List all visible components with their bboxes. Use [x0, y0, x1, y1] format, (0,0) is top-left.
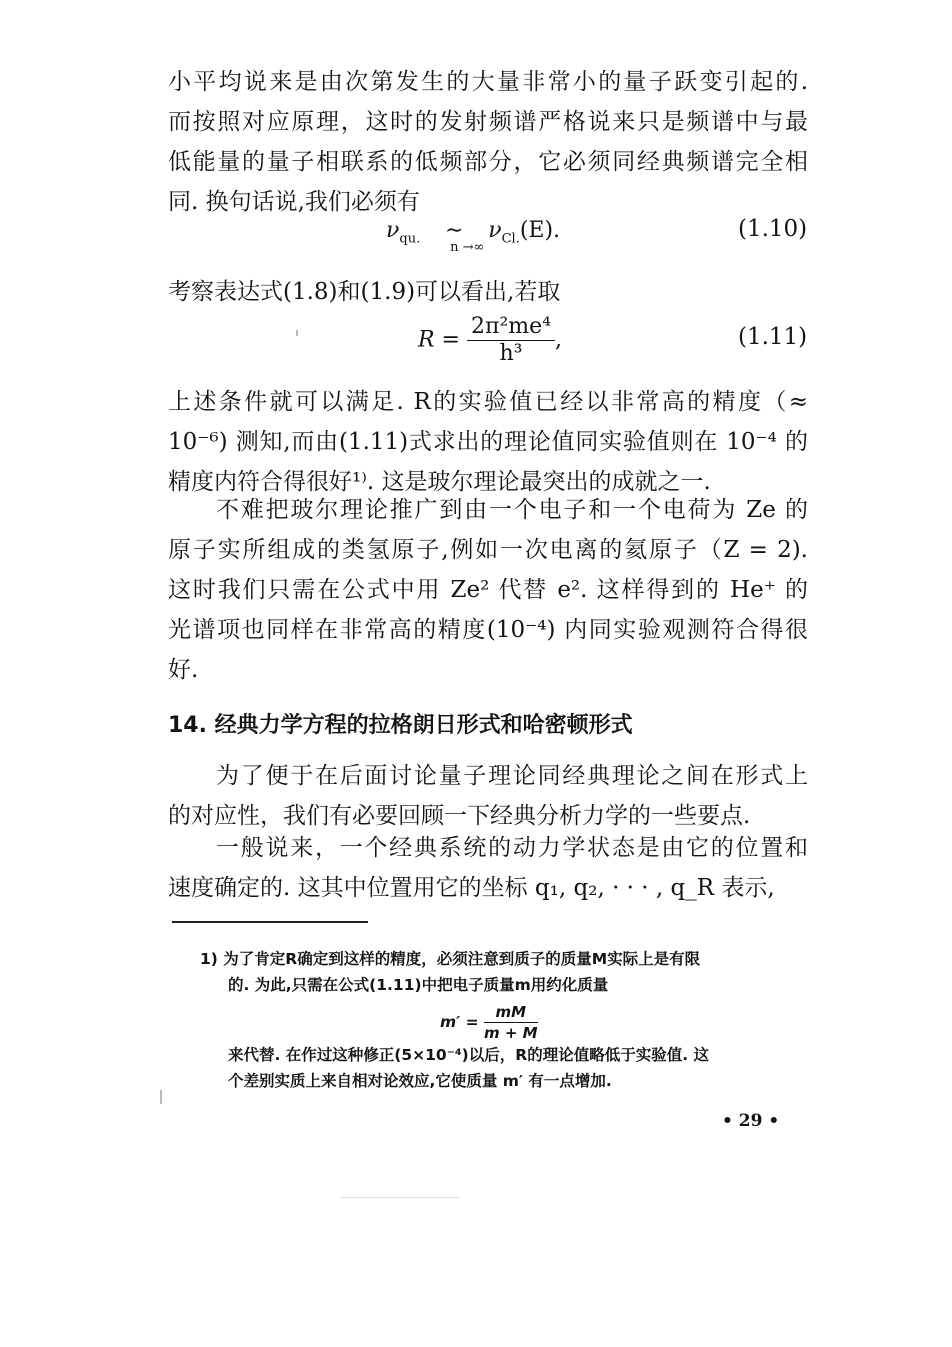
equation-number-1-10: (1.10): [738, 216, 808, 242]
text-line: 精度内符合得很好¹⁾. 这是玻尔理论最突出的成就之一.: [168, 469, 711, 495]
text-line: 速度确定的. 这其中位置用它的坐标 q₁, q₂, · · · , q_R 表示,: [168, 875, 775, 901]
footnote-line: 个差别实质上来自相对论效应,它使质量 m′ 有一点增加.: [228, 1072, 612, 1090]
text-line: 光谱项也同样在非常高的精度(10⁻⁴) 内同实验观测符合得很: [168, 617, 808, 643]
page-number: • 29 •: [722, 1111, 780, 1131]
footnote-line: 的. 为此,只需在公式(1.11)中把电子质量m用约化质量: [228, 976, 609, 994]
text-line: 一般说来，一个经典系统的动力学状态是由它的位置和: [216, 835, 808, 861]
equation-number-1-11: (1.11): [738, 324, 808, 350]
scan-speck: [160, 1090, 162, 1104]
text-line: 好.: [168, 657, 199, 683]
paragraph-4: [168, 490, 808, 690]
eq-tail: ,: [554, 327, 562, 353]
eq-lhs-subscript: qu.: [399, 231, 421, 247]
text-line: 而按照对应原理，这时的发射频谱严格说来只是频谱中与最: [168, 109, 808, 135]
text-line: 不难把玻尔理论推广到由一个电子和一个电荷为 Ze 的: [216, 497, 808, 523]
eq-rhs-symbol: ν: [488, 218, 502, 243]
footnote-fraction: [484, 1002, 538, 1043]
eq-rhs-subscript: Cl.: [501, 231, 520, 247]
footnote-divider: [172, 921, 368, 923]
paragraph-3: [168, 382, 808, 502]
footnote-line: 来代替. 在作过这种修正(5×10⁻⁴)以后，R的理论值略低于实验值. 这: [228, 1046, 709, 1064]
text-line: 小平均说来是由次第发生的大量非常小的量子跃变引起的.: [168, 69, 808, 95]
text-line: 上述条件就可以满足. R的实验值已经以非常高的精度（≈: [168, 389, 808, 415]
section-heading: 14. 经典力学方程的拉格朗日形式和哈密顿形式: [168, 713, 633, 738]
text-line: 为了便于在后面讨论量子理论同经典理论之间在形式上: [216, 763, 808, 789]
eq-rhs-arg: (E).: [519, 218, 561, 243]
footnote-equation: [440, 1002, 538, 1043]
text-line: 10⁻⁶) 测知,而由(1.11)式求出的理论值同实验值则在 10⁻⁴ 的: [168, 429, 808, 455]
equation-1-10: [386, 218, 561, 255]
limit-label: n →∞: [450, 240, 485, 255]
text-line: 同. 换句话说,我们必须有: [168, 189, 420, 215]
text-line: 考察表达式(1.8)和(1.9)可以看出,若取: [168, 279, 561, 305]
paragraph-6: [168, 828, 808, 908]
fraction-denominator: m + M: [484, 1024, 538, 1042]
scan-speck: [340, 1197, 460, 1198]
fraction-denominator: h³: [499, 341, 523, 366]
text-line: 这时我们只需在公式中用 Ze² 代替 e². 这样得到的 He⁺ 的: [168, 577, 808, 603]
paragraph-2: [168, 272, 808, 312]
eq-lhs: R =: [418, 327, 460, 353]
eq-lhs-symbol: ν: [386, 218, 400, 243]
text-line: 的对应性，我们有必要回顾一下经典分析力学的一些要点.: [168, 803, 751, 829]
tilde-symbol: ∼: [444, 218, 464, 243]
scan-speck: [296, 330, 298, 336]
asymptotic-relation: [427, 218, 485, 255]
text-line: 原子实所组成的类氢原子,例如一次电离的氦原子（Z = 2).: [168, 537, 808, 563]
fraction: [467, 314, 555, 367]
footnote-line: 1) 为了肯定R确定到这样的精度，必须注意到质子的质量M实际上是有限: [200, 950, 701, 968]
paragraph-1: [168, 62, 808, 222]
text-line: 低能量的量子相联系的低频部分，它必须同经典频谱完全相: [168, 149, 808, 175]
equation-1-11: [418, 314, 562, 367]
footnote-eq-lhs: m′ =: [440, 1013, 479, 1031]
fraction-numerator: mM: [484, 1002, 538, 1023]
paragraph-5: [168, 756, 808, 836]
fraction-numerator: 2π²me⁴: [467, 314, 555, 341]
